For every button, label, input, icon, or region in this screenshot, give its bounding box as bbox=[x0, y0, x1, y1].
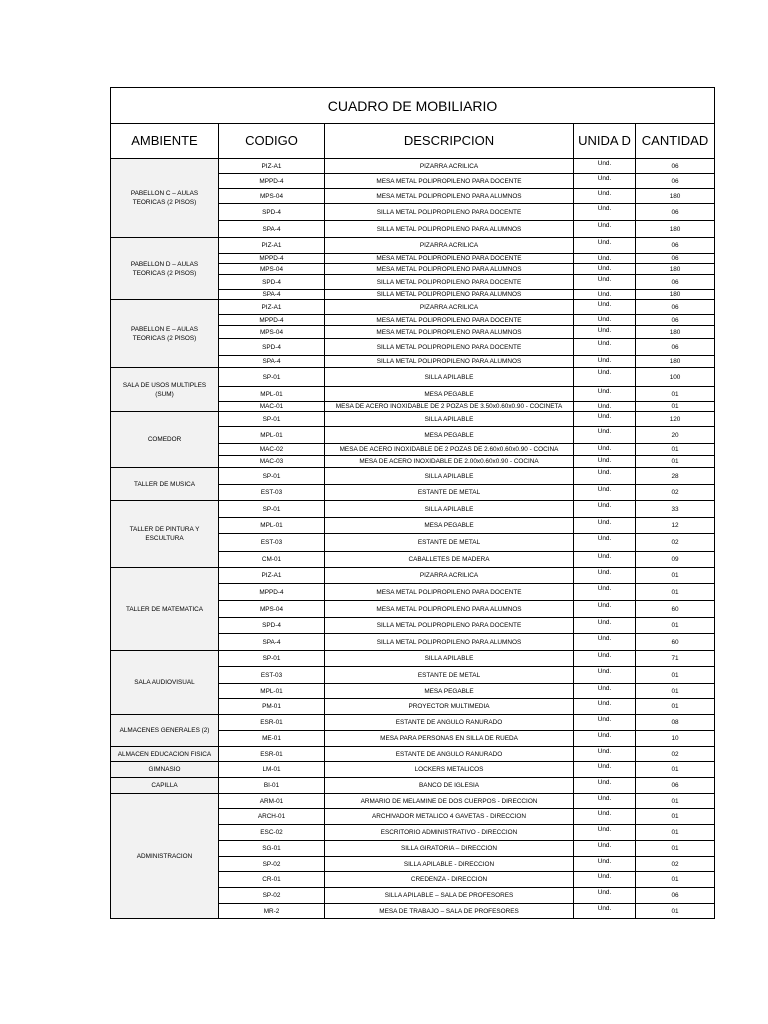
descripcion-cell: SILLA METAL POLIPROPILENO PARA ALUMNOS bbox=[325, 356, 574, 368]
unidad-cell: Und. bbox=[574, 825, 636, 841]
descripcion-cell: SILLA GIRATORIA – DIRECCION bbox=[325, 841, 574, 857]
unidad-cell: Und. bbox=[574, 667, 636, 684]
descripcion-cell: MESA PEGABLE bbox=[325, 518, 574, 534]
unidad-cell: Und. bbox=[574, 290, 636, 300]
table-row bbox=[111, 715, 715, 731]
codigo-cell: SP-01 bbox=[219, 368, 325, 387]
codigo-cell: EST-03 bbox=[219, 485, 325, 501]
header-row bbox=[111, 124, 715, 159]
unidad-cell: Und. bbox=[574, 794, 636, 809]
codigo-cell: MAC-01 bbox=[219, 402, 325, 412]
unidad-cell: Und. bbox=[574, 368, 636, 387]
cantidad-cell: 10 bbox=[636, 731, 715, 747]
codigo-cell: ESR-01 bbox=[219, 715, 325, 731]
table-row bbox=[111, 159, 715, 174]
cantidad-cell: 180 bbox=[636, 189, 715, 204]
descripcion-cell: SILLA APILABLE bbox=[325, 368, 574, 387]
unidad-cell: Und. bbox=[574, 264, 636, 275]
codigo-cell: SP-02 bbox=[219, 857, 325, 872]
descripcion-cell: MESA PEGABLE bbox=[325, 684, 574, 699]
table-row bbox=[111, 412, 715, 427]
furniture-table bbox=[110, 87, 715, 919]
cantidad-cell: 60 bbox=[636, 634, 715, 651]
descripcion-cell: MESA METAL POLIPROPILENO PARA DOCENTE bbox=[325, 254, 574, 264]
codigo-cell: MPS-04 bbox=[219, 189, 325, 204]
unidad-cell: Und. bbox=[574, 315, 636, 326]
unidad-cell: Und. bbox=[574, 552, 636, 568]
codigo-cell: MPL-01 bbox=[219, 427, 325, 444]
cantidad-cell: 28 bbox=[636, 468, 715, 485]
codigo-cell: MPPD-4 bbox=[219, 584, 325, 601]
ambiente-cell: COMEDOR bbox=[111, 412, 219, 468]
descripcion-cell: SILLA METAL POLIPROPILENO PARA ALUMNOS bbox=[325, 290, 574, 300]
table-row bbox=[111, 568, 715, 584]
descripcion-cell: CREDENZA - DIRECCION bbox=[325, 872, 574, 888]
descripcion-cell: MESA PEGABLE bbox=[325, 387, 574, 402]
cantidad-cell: 06 bbox=[636, 204, 715, 221]
unidad-cell: Und. bbox=[574, 159, 636, 174]
descripcion-cell: ESTANTE DE ANGULO RANURADO bbox=[325, 747, 574, 762]
table-row bbox=[111, 651, 715, 667]
codigo-cell: SPD-4 bbox=[219, 275, 325, 290]
unidad-cell: Und. bbox=[574, 731, 636, 747]
unidad-cell: Und. bbox=[574, 872, 636, 888]
ambiente-cell: SALA DE USOS MULTIPLES (SUM) bbox=[111, 368, 219, 412]
unidad-cell: Und. bbox=[574, 809, 636, 825]
descripcion-cell: PROYECTOR MULTIMEDIA bbox=[325, 699, 574, 715]
codigo-cell: MPL-01 bbox=[219, 387, 325, 402]
codigo-cell: MPS-04 bbox=[219, 264, 325, 275]
descripcion-cell: SILLA METAL POLIPROPILENO PARA ALUMNOS bbox=[325, 634, 574, 651]
unidad-cell: Und. bbox=[574, 518, 636, 534]
codigo-cell: SG-01 bbox=[219, 841, 325, 857]
cantidad-cell: 60 bbox=[636, 601, 715, 618]
table-row bbox=[111, 778, 715, 794]
cantidad-cell: 01 bbox=[636, 904, 715, 919]
codigo-cell: SP-01 bbox=[219, 468, 325, 485]
codigo-cell: SPA-4 bbox=[219, 221, 325, 238]
unidad-cell: Und. bbox=[574, 618, 636, 634]
descripcion-cell: PIZARRA ACRILICA bbox=[325, 159, 574, 174]
ambiente-cell: PABELLON D – AULAS TEORICAS (2 PISOS) bbox=[111, 238, 219, 300]
table-row bbox=[111, 300, 715, 315]
cantidad-cell: 01 bbox=[636, 618, 715, 634]
codigo-cell: SPD-4 bbox=[219, 618, 325, 634]
descripcion-cell: MESA METAL POLIPROPILENO PARA DOCENTE bbox=[325, 174, 574, 189]
codigo-cell: MPL-01 bbox=[219, 518, 325, 534]
descripcion-cell: CABALLETES DE MADERA bbox=[325, 552, 574, 568]
codigo-cell: SP-01 bbox=[219, 651, 325, 667]
table-row bbox=[111, 238, 715, 254]
unidad-cell: Und. bbox=[574, 275, 636, 290]
cantidad-cell: 01 bbox=[636, 667, 715, 684]
header-codigo: CODIGO bbox=[219, 124, 325, 159]
codigo-cell: SPD-4 bbox=[219, 339, 325, 356]
cantidad-cell: 02 bbox=[636, 747, 715, 762]
codigo-cell: ME-01 bbox=[219, 731, 325, 747]
descripcion-cell: MESA DE ACERO INOXIDABLE DE 2.00x0.60x0.90 - COCINA bbox=[325, 456, 574, 468]
descripcion-cell: PIZARRA ACRILICA bbox=[325, 568, 574, 584]
descripcion-cell: MESA PEGABLE bbox=[325, 427, 574, 444]
cantidad-cell: 06 bbox=[636, 339, 715, 356]
unidad-cell: Und. bbox=[574, 300, 636, 315]
ambiente-cell: TALLER DE MUSICA bbox=[111, 468, 219, 501]
header-cantidad: CANTIDAD bbox=[636, 124, 715, 159]
cantidad-cell: 180 bbox=[636, 290, 715, 300]
cantidad-cell: 01 bbox=[636, 387, 715, 402]
unidad-cell: Und. bbox=[574, 601, 636, 618]
unidad-cell: Und. bbox=[574, 568, 636, 584]
cantidad-cell: 180 bbox=[636, 326, 715, 339]
unidad-cell: Und. bbox=[574, 584, 636, 601]
descripcion-cell: SILLA METAL POLIPROPILENO PARA DOCENTE bbox=[325, 275, 574, 290]
cantidad-cell: 06 bbox=[636, 300, 715, 315]
ambiente-cell: TALLER DE MATEMATICA bbox=[111, 568, 219, 651]
cantidad-cell: 06 bbox=[636, 275, 715, 290]
cantidad-cell: 01 bbox=[636, 684, 715, 699]
table-body bbox=[111, 159, 715, 919]
unidad-cell: Und. bbox=[574, 888, 636, 904]
codigo-cell: MAC-03 bbox=[219, 456, 325, 468]
descripcion-cell: SILLA METAL POLIPROPILENO PARA ALUMNOS bbox=[325, 221, 574, 238]
unidad-cell: Und. bbox=[574, 387, 636, 402]
cantidad-cell: 06 bbox=[636, 778, 715, 794]
cantidad-cell: 01 bbox=[636, 825, 715, 841]
unidad-cell: Und. bbox=[574, 456, 636, 468]
descripcion-cell: MESA METAL POLIPROPILENO PARA DOCENTE bbox=[325, 584, 574, 601]
cantidad-cell: 06 bbox=[636, 888, 715, 904]
unidad-cell: Und. bbox=[574, 444, 636, 456]
descripcion-cell: MESA METAL POLIPROPILENO PARA ALUMNOS bbox=[325, 264, 574, 275]
descripcion-cell: ESTANTE DE ANGULO RANURADO bbox=[325, 715, 574, 731]
cantidad-cell: 06 bbox=[636, 238, 715, 254]
unidad-cell: Und. bbox=[574, 634, 636, 651]
codigo-cell: BI-01 bbox=[219, 778, 325, 794]
unidad-cell: Und. bbox=[574, 485, 636, 501]
unidad-cell: Und. bbox=[574, 427, 636, 444]
descripcion-cell: SILLA APILABLE bbox=[325, 651, 574, 667]
descripcion-cell: ESTANTE DE METAL bbox=[325, 485, 574, 501]
descripcion-cell: MESA DE ACERO INOXIDABLE DE 2 POZAS DE 3.50x0.60x0.90 - COCINETA bbox=[325, 402, 574, 412]
cantidad-cell: 71 bbox=[636, 651, 715, 667]
descripcion-cell: ARCHIVADOR METALICO 4 GAVETAS - DIRECCION bbox=[325, 809, 574, 825]
codigo-cell: MPPD-4 bbox=[219, 315, 325, 326]
descripcion-cell: MESA METAL POLIPROPILENO PARA ALUMNOS bbox=[325, 601, 574, 618]
codigo-cell: MAC-02 bbox=[219, 444, 325, 456]
descripcion-cell: SILLA APILABLE bbox=[325, 412, 574, 427]
header-descripcion: DESCRIPCION bbox=[325, 124, 574, 159]
codigo-cell: SP-02 bbox=[219, 888, 325, 904]
descripcion-cell: ESCRITORIO ADMINISTRATIVO - DIRECCION bbox=[325, 825, 574, 841]
unidad-cell: Und. bbox=[574, 684, 636, 699]
codigo-cell: MR-2 bbox=[219, 904, 325, 919]
codigo-cell: EST-03 bbox=[219, 534, 325, 552]
codigo-cell: PM-01 bbox=[219, 699, 325, 715]
ambiente-cell: PABELLON E – AULAS TEORICAS (2 PISOS) bbox=[111, 300, 219, 368]
cantidad-cell: 02 bbox=[636, 485, 715, 501]
descripcion-cell: SILLA APILABLE bbox=[325, 501, 574, 518]
cantidad-cell: 01 bbox=[636, 841, 715, 857]
table-row bbox=[111, 368, 715, 387]
cantidad-cell: 02 bbox=[636, 857, 715, 872]
unidad-cell: Und. bbox=[574, 412, 636, 427]
ambiente-cell: TALLER DE PINTURA Y ESCULTURA bbox=[111, 501, 219, 568]
descripcion-cell: SILLA APILABLE – SALA DE PROFESORES bbox=[325, 888, 574, 904]
cantidad-cell: 180 bbox=[636, 356, 715, 368]
unidad-cell: Und. bbox=[574, 778, 636, 794]
descripcion-cell: BANCO DE IGLESIA bbox=[325, 778, 574, 794]
cantidad-cell: 06 bbox=[636, 174, 715, 189]
codigo-cell: MPPD-4 bbox=[219, 174, 325, 189]
codigo-cell: PIZ-A1 bbox=[219, 159, 325, 174]
codigo-cell: PIZ-A1 bbox=[219, 300, 325, 315]
descripcion-cell: ESTANTE DE METAL bbox=[325, 667, 574, 684]
unidad-cell: Und. bbox=[574, 699, 636, 715]
codigo-cell: SPA-4 bbox=[219, 356, 325, 368]
table-row bbox=[111, 501, 715, 518]
cantidad-cell: 180 bbox=[636, 221, 715, 238]
cantidad-cell: 08 bbox=[636, 715, 715, 731]
ambiente-cell: SALA AUDIOVISUAL bbox=[111, 651, 219, 715]
unidad-cell: Und. bbox=[574, 651, 636, 667]
codigo-cell: SPA-4 bbox=[219, 634, 325, 651]
codigo-cell: CR-01 bbox=[219, 872, 325, 888]
codigo-cell: EST-03 bbox=[219, 667, 325, 684]
descripcion-cell: SILLA APILABLE - DIRECCION bbox=[325, 857, 574, 872]
codigo-cell: PIZ-A1 bbox=[219, 238, 325, 254]
codigo-cell: ARCH-01 bbox=[219, 809, 325, 825]
cantidad-cell: 01 bbox=[636, 872, 715, 888]
ambiente-cell: GIMNASIO bbox=[111, 762, 219, 778]
descripcion-cell: SILLA METAL POLIPROPILENO PARA DOCENTE bbox=[325, 618, 574, 634]
codigo-cell: MPS-04 bbox=[219, 326, 325, 339]
cantidad-cell: 12 bbox=[636, 518, 715, 534]
header-unidad: UNIDA D bbox=[574, 124, 636, 159]
cantidad-cell: 01 bbox=[636, 568, 715, 584]
cantidad-cell: 180 bbox=[636, 264, 715, 275]
codigo-cell: ESC-02 bbox=[219, 825, 325, 841]
table-row bbox=[111, 747, 715, 762]
codigo-cell: LM-01 bbox=[219, 762, 325, 778]
unidad-cell: Und. bbox=[574, 174, 636, 189]
cantidad-cell: 01 bbox=[636, 809, 715, 825]
descripcion-cell: MESA METAL POLIPROPILENO PARA ALUMNOS bbox=[325, 326, 574, 339]
codigo-cell: PIZ-A1 bbox=[219, 568, 325, 584]
descripcion-cell: ESTANTE DE METAL bbox=[325, 534, 574, 552]
table-row bbox=[111, 794, 715, 809]
codigo-cell: SPA-4 bbox=[219, 290, 325, 300]
ambiente-cell: ADMINISTRACION bbox=[111, 794, 219, 919]
codigo-cell: SPD-4 bbox=[219, 204, 325, 221]
cantidad-cell: 01 bbox=[636, 762, 715, 778]
descripcion-cell: MESA DE ACERO INOXIDABLE DE 2 POZAS DE 2.60x0.60x0.90 - COCINA bbox=[325, 444, 574, 456]
unidad-cell: Und. bbox=[574, 857, 636, 872]
descripcion-cell: LOCKERS METALICOS bbox=[325, 762, 574, 778]
unidad-cell: Und. bbox=[574, 468, 636, 485]
table-row bbox=[111, 468, 715, 485]
cantidad-cell: 120 bbox=[636, 412, 715, 427]
unidad-cell: Und. bbox=[574, 189, 636, 204]
unidad-cell: Und. bbox=[574, 402, 636, 412]
unidad-cell: Und. bbox=[574, 204, 636, 221]
ambiente-cell: ALMACEN EDUCACION FISICA bbox=[111, 747, 219, 762]
codigo-cell: MPPD-4 bbox=[219, 254, 325, 264]
cantidad-cell: 33 bbox=[636, 501, 715, 518]
header-ambiente: AMBIENTE bbox=[111, 124, 219, 159]
table-row bbox=[111, 762, 715, 778]
cantidad-cell: 09 bbox=[636, 552, 715, 568]
unidad-cell: Und. bbox=[574, 326, 636, 339]
descripcion-cell: MESA METAL POLIPROPILENO PARA ALUMNOS bbox=[325, 189, 574, 204]
unidad-cell: Und. bbox=[574, 534, 636, 552]
cantidad-cell: 06 bbox=[636, 315, 715, 326]
descripcion-cell: SILLA METAL POLIPROPILENO PARA DOCENTE bbox=[325, 339, 574, 356]
unidad-cell: Und. bbox=[574, 501, 636, 518]
unidad-cell: Und. bbox=[574, 238, 636, 254]
codigo-cell: ARM-01 bbox=[219, 794, 325, 809]
ambiente-cell: ALMACENES GENERALES (2) bbox=[111, 715, 219, 747]
unidad-cell: Und. bbox=[574, 254, 636, 264]
cantidad-cell: 20 bbox=[636, 427, 715, 444]
cantidad-cell: 100 bbox=[636, 368, 715, 387]
cantidad-cell: 01 bbox=[636, 444, 715, 456]
codigo-cell: SP-01 bbox=[219, 412, 325, 427]
cantidad-cell: 01 bbox=[636, 699, 715, 715]
descripcion-cell: MESA DE TRABAJO – SALA DE PROFESORES bbox=[325, 904, 574, 919]
unidad-cell: Und. bbox=[574, 356, 636, 368]
cantidad-cell: 01 bbox=[636, 794, 715, 809]
ambiente-cell: PABELLON C – AULAS TEORICAS (2 PISOS) bbox=[111, 159, 219, 238]
descripcion-cell: PIZARRA ACRILICA bbox=[325, 300, 574, 315]
cantidad-cell: 02 bbox=[636, 534, 715, 552]
unidad-cell: Und. bbox=[574, 747, 636, 762]
unidad-cell: Und. bbox=[574, 221, 636, 238]
cantidad-cell: 06 bbox=[636, 254, 715, 264]
descripcion-cell: ARMARIO DE MELAMINE DE DOS CUERPOS - DIRECCION bbox=[325, 794, 574, 809]
unidad-cell: Und. bbox=[574, 762, 636, 778]
codigo-cell: SP-01 bbox=[219, 501, 325, 518]
cantidad-cell: 01 bbox=[636, 456, 715, 468]
cantidad-cell: 01 bbox=[636, 584, 715, 601]
cantidad-cell: 06 bbox=[636, 159, 715, 174]
codigo-cell: ESR-01 bbox=[219, 747, 325, 762]
cantidad-cell: 01 bbox=[636, 402, 715, 412]
unidad-cell: Und. bbox=[574, 715, 636, 731]
table-title: CUADRO DE MOBILIARIO bbox=[111, 88, 715, 124]
ambiente-cell: CAPILLA bbox=[111, 778, 219, 794]
unidad-cell: Und. bbox=[574, 841, 636, 857]
codigo-cell: MPS-04 bbox=[219, 601, 325, 618]
descripcion-cell: SILLA APILABLE bbox=[325, 468, 574, 485]
descripcion-cell: MESA METAL POLIPROPILENO PARA DOCENTE bbox=[325, 315, 574, 326]
codigo-cell: CM-01 bbox=[219, 552, 325, 568]
descripcion-cell: PIZARRA ACRILICA bbox=[325, 238, 574, 254]
unidad-cell: Und. bbox=[574, 339, 636, 356]
codigo-cell: MPL-01 bbox=[219, 684, 325, 699]
descripcion-cell: SILLA METAL POLIPROPILENO PARA DOCENTE bbox=[325, 204, 574, 221]
descripcion-cell: MESA PARA PERSONAS EN SILLA DE RUEDA bbox=[325, 731, 574, 747]
unidad-cell: Und. bbox=[574, 904, 636, 919]
